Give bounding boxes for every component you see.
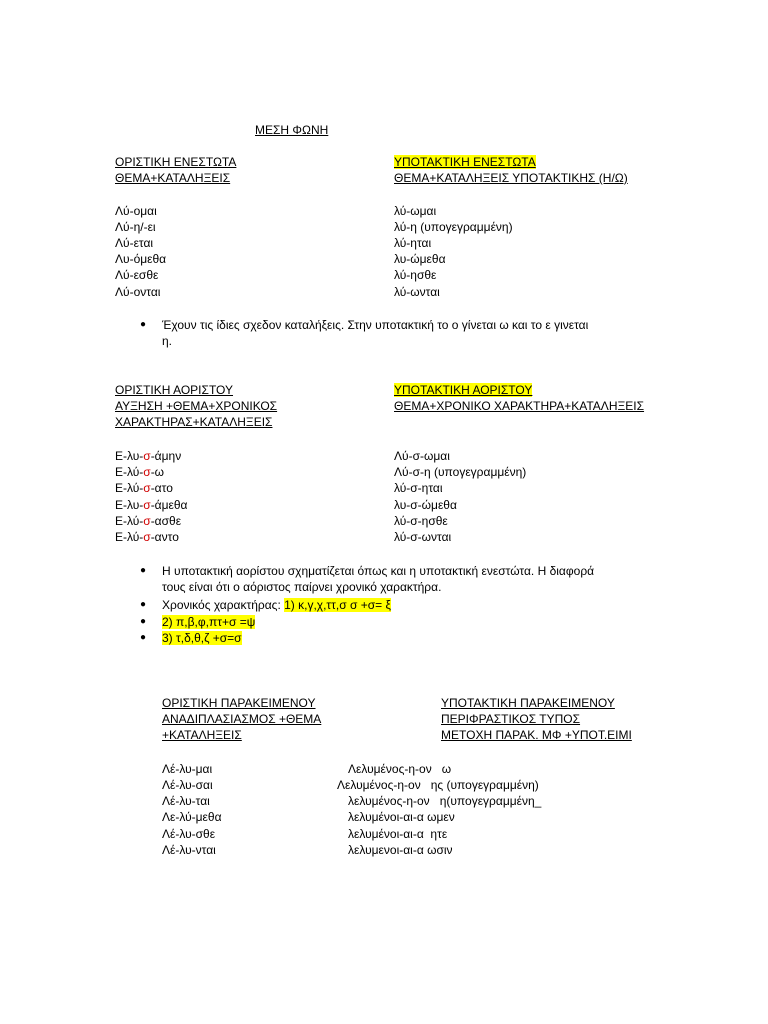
form-left: Λέ-λυ-σαι [162, 778, 213, 792]
form-prefix: Ε-λύ- [115, 530, 144, 544]
form-left: Λύ-ονται [115, 285, 161, 299]
form-suffix: -ατο [150, 481, 173, 495]
subheading-chroniko: ΘΕΜΑ+ΧΡΟΝΙΚΟ ΧΑΡΑΚΤΗΡΑ+ΚΑΤΑΛΗΞΕΙΣ [394, 399, 645, 413]
subheading-anadiplasiasmos: ΑΝΑΔΙΠΛΑΣΙΑΣΜΟΣ +ΘΕΜΑ [162, 712, 322, 726]
form-suffix: -αντο [150, 530, 179, 544]
note-text: Η υποτακτική αορίστου σχηματίζεται όπως και η υποτακτική ενεστώτα. Η διαφορά [162, 564, 595, 578]
form-left: Λέ-λυ-σθε [162, 827, 216, 841]
form-prefix: Ε-λύ- [115, 514, 144, 528]
highlight-span: 2) π,β,φ,πτ+σ =ψ [162, 615, 256, 629]
heading-oristiki-aoristou: ΟΡΙΣΤΙΚΗ ΑΟΡΙΣΤΟΥ [115, 383, 234, 397]
tense-marker: σ [143, 498, 151, 512]
subheading-thema-katalixeis: ΘΕΜΑ+ΚΑΤΑΛΗΞΕΙΣ [115, 171, 231, 185]
note-list-1 [140, 317, 660, 351]
form-prefix: Ε-λύ- [115, 465, 144, 479]
bullet-icon: ● [140, 632, 147, 643]
subheading-ypotaktiki-katalixeis: ΘΕΜΑ+ΚΑΤΑΛΗΞΕΙΣ ΥΠΟΤΑΚΤΙΚΗΣ (Η/Ω) [394, 171, 628, 185]
highlight-span: 3) τ,δ,θ,ζ +σ=σ [162, 631, 242, 645]
subheading-charaktiras: ΧΑΡΑΚΤΗΡΑΣ+ΚΑΤΑΛΗΞΕΙΣ [115, 415, 273, 429]
subheading-perifrastikos: ΠΕΡΙΦΡΑΣΤΙΚΟΣ ΤΥΠΟΣ [441, 712, 581, 726]
tense-marker: σ [143, 465, 151, 479]
heading-ypotaktiki-aoristou [394, 382, 532, 398]
bullet-icon: ● [140, 616, 147, 627]
form-right: λύ-ησθε [394, 268, 437, 282]
form-left: Λέ-λυ-νται [162, 843, 216, 857]
page-title: ΜΕΣΗ ΦΩΝΗ [255, 123, 329, 137]
subheading-afxisi: ΑΥΞΗΣΗ +ΘΕΜΑ+ΧΡΟΝΙΚΟΣ [115, 399, 278, 413]
tense-marker: σ [143, 514, 151, 528]
form-right: Λελυμένος-η-ον ω [348, 762, 452, 776]
form-suffix: -άμεθα [150, 498, 188, 512]
heading-ypotaktiki-enestota [394, 154, 536, 170]
bullet-icon: ● [140, 599, 147, 610]
form-left [115, 480, 173, 496]
bullet-icon: ● [140, 565, 147, 576]
note-list-2 [140, 563, 660, 647]
note-text [162, 614, 255, 630]
form-prefix: Ε-λυ- [115, 498, 144, 512]
form-right: Λύ-σ-η (υπογεγραμμένη) [394, 465, 527, 479]
note-text-cont: τους είναι ότι ο αόριστος παίρνει χρονικό χαρακτήρα. [162, 580, 442, 594]
form-right: Λύ-σ-ωμαι [394, 449, 450, 463]
form-right: λυ-ώμεθα [394, 252, 446, 266]
form-suffix: -ω [150, 465, 165, 479]
form-right: λελυμένοι-αι-α ητε [348, 827, 448, 841]
tense-marker: σ [143, 481, 151, 495]
form-left [115, 497, 188, 513]
note-text [162, 630, 242, 646]
tense-marker: σ [143, 530, 151, 544]
form-prefix: Ε-λυ- [115, 449, 144, 463]
subheading-katalixeis: +ΚΑΤΑΛΗΞΕΙΣ [162, 728, 242, 742]
form-right: Λελυμένος-η-ον ης (υπογεγραμμένη) [337, 778, 539, 792]
form-left: Λύ-ομαι [115, 204, 157, 218]
form-left: Λέ-λυ-μαι [162, 762, 213, 776]
form-prefix: Ε-λύ- [115, 481, 144, 495]
subheading-metochi: ΜΕΤΟΧΗ ΠΑΡΑΚ. ΜΦ +ΥΠΟΤ.ΕΙΜΙ [441, 728, 632, 742]
form-suffix: -άμην [150, 449, 182, 463]
note-text: Έχουν τις ίδιες σχεδον καταλήξεις. Στην υποτακτική το ο γίνεται ω και το ε γινεται [162, 318, 589, 332]
heading-ypotaktiki-parakeimenou: ΥΠΟΤΑΚΤΙΚΗ ΠΑΡΑΚΕΙΜΕΝΟΥ [441, 696, 615, 710]
form-left: Λε-λύ-μεθα [162, 810, 222, 824]
highlight-span: ΥΠΟΤΑΚΤΙΚΗ ΕΝΕΣΤΩΤΑ [394, 155, 536, 169]
form-right: λελυμένος-η-ον η(υπογεγραμμένη_ [348, 794, 542, 808]
form-left [115, 529, 179, 545]
form-left [115, 464, 164, 480]
note-text [162, 597, 391, 613]
form-left: Λέ-λυ-ται [162, 794, 210, 808]
heading-oristiki-parakeimenou: ΟΡΙΣΤΙΚΗ ΠΑΡΑΚΕΙΜΕΝΟΥ [162, 696, 316, 710]
form-left: Λυ-όμεθα [115, 252, 167, 266]
form-right: λελυμενοι-αι-α ωσιν [348, 843, 453, 857]
form-right: λύ-σ-ησθε [394, 514, 448, 528]
form-right: λύ-ωμαι [394, 204, 437, 218]
form-suffix: -ασθε [150, 514, 182, 528]
form-left: Λύ-εται [115, 236, 154, 250]
highlight-span: 1) κ,γ,χ,ττ,σ σ +σ= ξ [284, 598, 391, 612]
form-right: λύ-η (υπογεγραμμένη) [394, 220, 513, 234]
note-prefix: Χρονικός χαρακτήρας: [162, 598, 285, 612]
form-right: λύ-σ-ωνται [394, 530, 452, 544]
highlight-span: ΥΠΟΤΑΚΤΙΚΗ ΑΟΡΙΣΤΟΥ [394, 383, 533, 397]
form-right: λύ-ηται [394, 236, 432, 250]
form-left: Λύ-η/-ει [115, 220, 156, 234]
heading-oristiki-enestota: ΟΡΙΣΤΙΚΗ ΕΝΕΣΤΩΤΑ [115, 155, 237, 169]
tense-marker: σ [143, 449, 151, 463]
form-right: λύ-σ-ηται [394, 481, 443, 495]
note-text-cont: η. [162, 334, 173, 348]
bullet-icon: ● [140, 319, 147, 330]
form-left [115, 513, 181, 529]
form-right: λελυμένοι-αι-α ωμεν [348, 810, 455, 824]
form-right: λυ-σ-ώμεθα [394, 498, 457, 512]
form-left: Λύ-εσθε [115, 268, 159, 282]
form-left [115, 448, 181, 464]
form-right: λύ-ωνται [394, 285, 440, 299]
